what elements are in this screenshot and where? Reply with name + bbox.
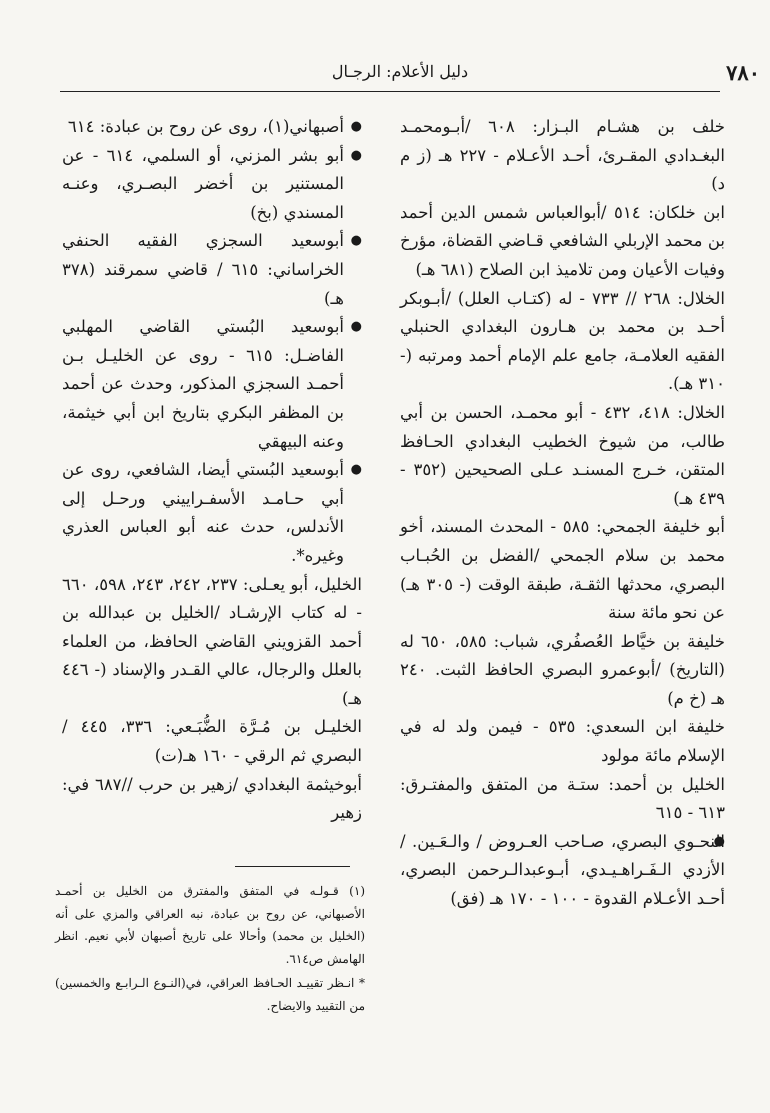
page-number: ٧٨٠ bbox=[726, 60, 760, 85]
index-entry: خليفة بن خيَّاط العُصفُري، شباب: ٥٨٥، ٦٥٠ له (التاريخ) /أبوعمرو البصري الحافظ الثبت. ٢٤٠ هـ (خ م) bbox=[400, 631, 725, 708]
index-entry-bulleted: ● أصبهاني(١)، روى عن روح بن عبادة: ٦١٤ bbox=[62, 113, 362, 142]
index-entry: خلف بن هشـام البـزار: ٦٠٨ /أبـومحمـد البغـدادي المقـرئ، أحـد الأعـلام - ٢٢٧ هـ (ز م د) bbox=[400, 117, 725, 194]
index-entry-bulleted: ● أبو بشر المزني، أو السلمي، ٦١٤ - عن المستنير بن أخضر البصـري، وعنـه المسندي (بخ) bbox=[62, 142, 362, 228]
index-entry: الخليل، أبو يعـلى: ٢٣٧، ٢٤٢، ٢٤٣، ٥٩٨، ٦٦٠ - له كتاب الإرشـاد /الخليل بن عبدالله بن أحمد القزويني القاضي الحافظ، من العلماء بالعلل والرجال، عالي القـدر والإسناد (- ٤٤٦ هـ) bbox=[62, 574, 362, 708]
index-entry-bulleted: ● أبوسعيد السجزي الفقيه الحنفي الخراساني: ٦١٥ / قاضي سمرقند (٣٧٨ هـ) bbox=[62, 227, 362, 313]
right-column bbox=[400, 113, 725, 914]
index-entry-bulleted: ● النحـوي البصري، صـاحب العـروض / والـعَـين. /الأزدي الـفَـراهـيـدي، أبـوعبدالـرحمن البصري، أحـد الأعـلام القدوة - ١٠٠ - ١٧٠ هـ (فق) bbox=[400, 828, 725, 914]
header-rule bbox=[60, 91, 720, 92]
footnotes bbox=[55, 880, 365, 1019]
footnote: * انـظر تقييـد الحـافظ العراقي، في(النـوع الـرابـع والخمسين) من التقييد والايضاح. bbox=[55, 976, 365, 1013]
index-entry: الخلال: ٢٦٨ // ٧٣٣ - له (كتـاب العلل) /أبـوبكر أحـد بن محمد بن هـارون البغدادي الحنبلي الفقيه العلامـة، جامع علم الإمام أحمد ومرتبه (- ٣١٠ هـ). bbox=[400, 288, 726, 394]
footnote: (١) قـولـه في المتفق والمفترق من الخليل بن أحمـد الأصبهاني، عن روح بن عبادة، نبه العراقي والمزي على أنه (الخليل بن محمد) وأحالا على تاريخ أصبهان لأبي نعيم. انظر الهامش ص٦١٤. bbox=[55, 884, 365, 966]
index-entry: أبوخيثمة البغدادي /زهير بن حرب //٦٨٧ في: زهير bbox=[62, 774, 362, 823]
left-column bbox=[62, 113, 362, 828]
index-entry: خليفة ابن السعدي: ٥٣٥ - فيمن ولد له في الإسلام مائة مولود bbox=[400, 717, 726, 766]
index-entry: الخليـل بن مُـرَّة الضُّبَـعي: ٣٣٦، ٤٤٥ / البصري ثم الرقي - ١٦٠ هـ(ت) bbox=[62, 717, 362, 766]
index-entry-bulleted: ● أبوسعيد البُستي أيضا، الشافعي، روى عن أبي حـامـد الأسفـراييني ورحـل إلى الأندلس، حدث عنه أبو العباس العذري وغيره*. bbox=[62, 456, 362, 570]
index-entry: الخليل بن أحمد: ستـة من المتفق والمفتـرق: ٦١٣ - ٦١٥ bbox=[400, 774, 725, 823]
index-entry: ابن خلكان: ٥١٤ /أبوالعباس شمس الدين أحمد بن محمد الإربلي الشافعي قـاضي القضاة، مؤرخ وفيات الأعيان ومن تلاميذ ابن الصلاح (٦٨١ هـ) bbox=[400, 202, 725, 279]
footnote-rule bbox=[235, 866, 350, 867]
index-entry: الخلال: ٤١٨، ٤٣٢ - أبو محمـد، الحسن بن أبي طالب، من شيوخ الخطيب البغدادي الحـافظ المتقن، خـرج المسنـد عـلى الصحيحين (٣٥٢ - ٤٣٩ هـ) bbox=[400, 402, 726, 508]
index-entry: أبو خليفة الجمحي: ٥٨٥ - المحدث المسند، أخو محمد بن سلام الجمحي /الفضل بن الحُبـاب البصري، محدثها الثقـة، طبقة الوقت (- ٣٠٥ هـ) عن نحو مائة سنة bbox=[400, 517, 725, 623]
index-entry-bulleted: ● أبوسعيد البُستي القاضي المهلبي الفاضـل: ٦١٥ - روى عن الخليـل بـن أحمـد السجزي المذكور، وحدث عن أحمد بن المظفر البكري بتاريخ ابن أبي خيثمة، وعنه البيهقي bbox=[62, 313, 362, 456]
running-title: دليل الأعلام: الرجـال bbox=[331, 62, 469, 81]
